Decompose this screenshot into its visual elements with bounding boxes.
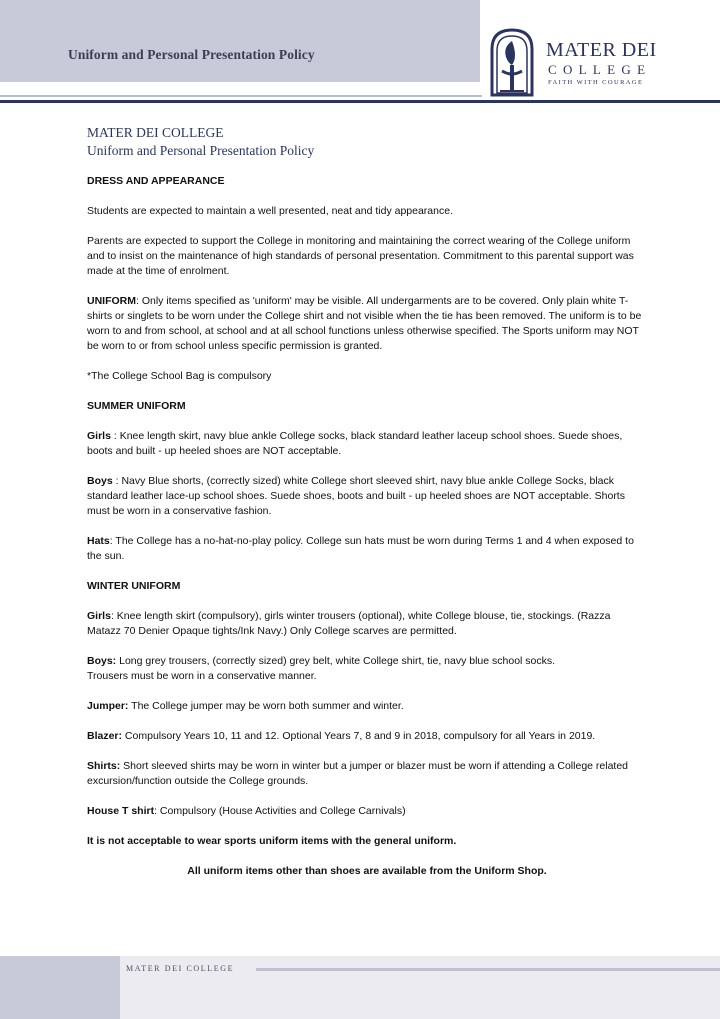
brand-subtitle: COLLEGE (548, 62, 652, 77)
paragraph-winter-boys (87, 654, 647, 684)
term-text: : Compulsory (House Activities and College Carnivals) (154, 805, 406, 817)
paragraph: Parents are expected to support the College in monitoring and maintaining the correct wearing of the College uniform and to insist on the maintenance of high standards of personal presentation. Commitment to this parental support was made at the time of enrolment. (87, 235, 634, 277)
term-text: : Navy Blue shorts, (correctly sized) white College short sleeved shirt, navy blue ankle College Socks, black standard leather lace-up school shoes. Suede shoes, boots and built - up heeled shoes are NOT acceptable. Shorts must be worn in a conservative fashion. (87, 475, 625, 517)
header-divider-thin (0, 95, 482, 97)
note-text: It is not acceptable to wear sports uniform items with the general uniform. (87, 835, 457, 847)
college-crest-logo (488, 27, 536, 97)
term-text: : Only items specified as 'uniform' may be visible. All undergarments are to be covered. Only plain white T-shirts or singlets to be worn under the College shirt and not visible when the tie has been removed. The uniform is to be worn to and from school, at school and at all school functions unless otherwise specified. The Sports uniform may NOT be worn to or from school unless specific permission is granted. (87, 295, 642, 352)
brand-tagline: FAITH WITH COURAGE (548, 79, 644, 86)
document-title-line-1: MATER DEI COLLEGE (87, 125, 224, 140)
document-body (87, 124, 647, 894)
term-label: Jumper: (87, 700, 129, 712)
term-label: House T shirt (87, 805, 155, 817)
section-heading-winter: WINTER UNIFORM (87, 580, 181, 592)
paragraph-jumper (87, 699, 647, 714)
paragraph-uniform (87, 294, 647, 354)
term-text: : The College has a no-hat-no-play policy. College sun hats must be worn during Terms 1 and 4 when exposed to the sun. (87, 535, 634, 562)
term-text: Compulsory Years 10, 11 and 12. Optional Years 7, 8 and 9 in 2018, compulsory for all Years in 2019. (122, 730, 596, 742)
term-label: Hats (87, 535, 110, 547)
section-heading-dress: DRESS AND APPEARANCE (87, 175, 225, 187)
header-divider (0, 100, 720, 103)
footer-text: MATER DEI COLLEGE (126, 964, 235, 973)
term-label: Girls (87, 610, 111, 622)
document-title-line-2: Uniform and Personal Presentation Policy (87, 143, 315, 158)
paragraph-blazer (87, 729, 647, 744)
term-label: Shirts: (87, 760, 121, 772)
paragraph: *The College School Bag is compulsory (87, 370, 272, 382)
paragraph: Students are expected to maintain a well presented, neat and tidy appearance. (87, 205, 453, 217)
paragraph-summer-girls (87, 429, 647, 459)
term-label: Boys: (87, 655, 117, 667)
uniform-shop-note (87, 864, 647, 879)
paragraph-summer-boys (87, 474, 647, 519)
term-text: Long grey trousers, (correctly sized) grey belt, white College shirt, tie, navy blue school socks. (116, 655, 556, 667)
term-text: : Knee length skirt, navy blue ankle College socks, black standard leather laceup school shoes. Suede shoes, boots and built - up heeled shoes are NOT acceptable. (87, 430, 623, 457)
term-label: Girls (87, 430, 111, 442)
header-color-block (0, 0, 480, 82)
paragraph-winter-girls (87, 609, 647, 639)
footer-rule (256, 968, 720, 971)
term-text: Trousers must be worn in a conservative manner. (87, 670, 317, 682)
paragraph-house-shirt (87, 804, 647, 819)
header-title: Uniform and Personal Presentation Policy (68, 47, 315, 62)
term-label: UNIFORM (87, 295, 136, 307)
section-heading-summer: SUMMER UNIFORM (87, 400, 186, 412)
paragraph-hats (87, 534, 647, 564)
term-text: Short sleeved shirts may be worn in winter but a jumper or blazer must be worn if attending a College related excursion/function outside the College grounds. (87, 760, 629, 787)
footer-color-block (0, 956, 120, 1019)
term-text: The College jumper may be worn both summer and winter. (128, 700, 404, 712)
term-text: : Knee length skirt (compulsory), girls winter trousers (optional), white College blouse, tie, stockings. (Razza Matazz 70 Denier Opaque tights/Ink Navy.) Only College scarves are permitted. (87, 610, 611, 637)
term-label: Blazer: (87, 730, 123, 742)
note-text: All uniform items other than shoes are available from the Uniform Shop. (187, 865, 547, 877)
paragraph-shirts (87, 759, 647, 789)
term-label: Boys (87, 475, 113, 487)
brand-name: MATER DEI (546, 39, 657, 61)
sports-uniform-note (87, 834, 647, 849)
